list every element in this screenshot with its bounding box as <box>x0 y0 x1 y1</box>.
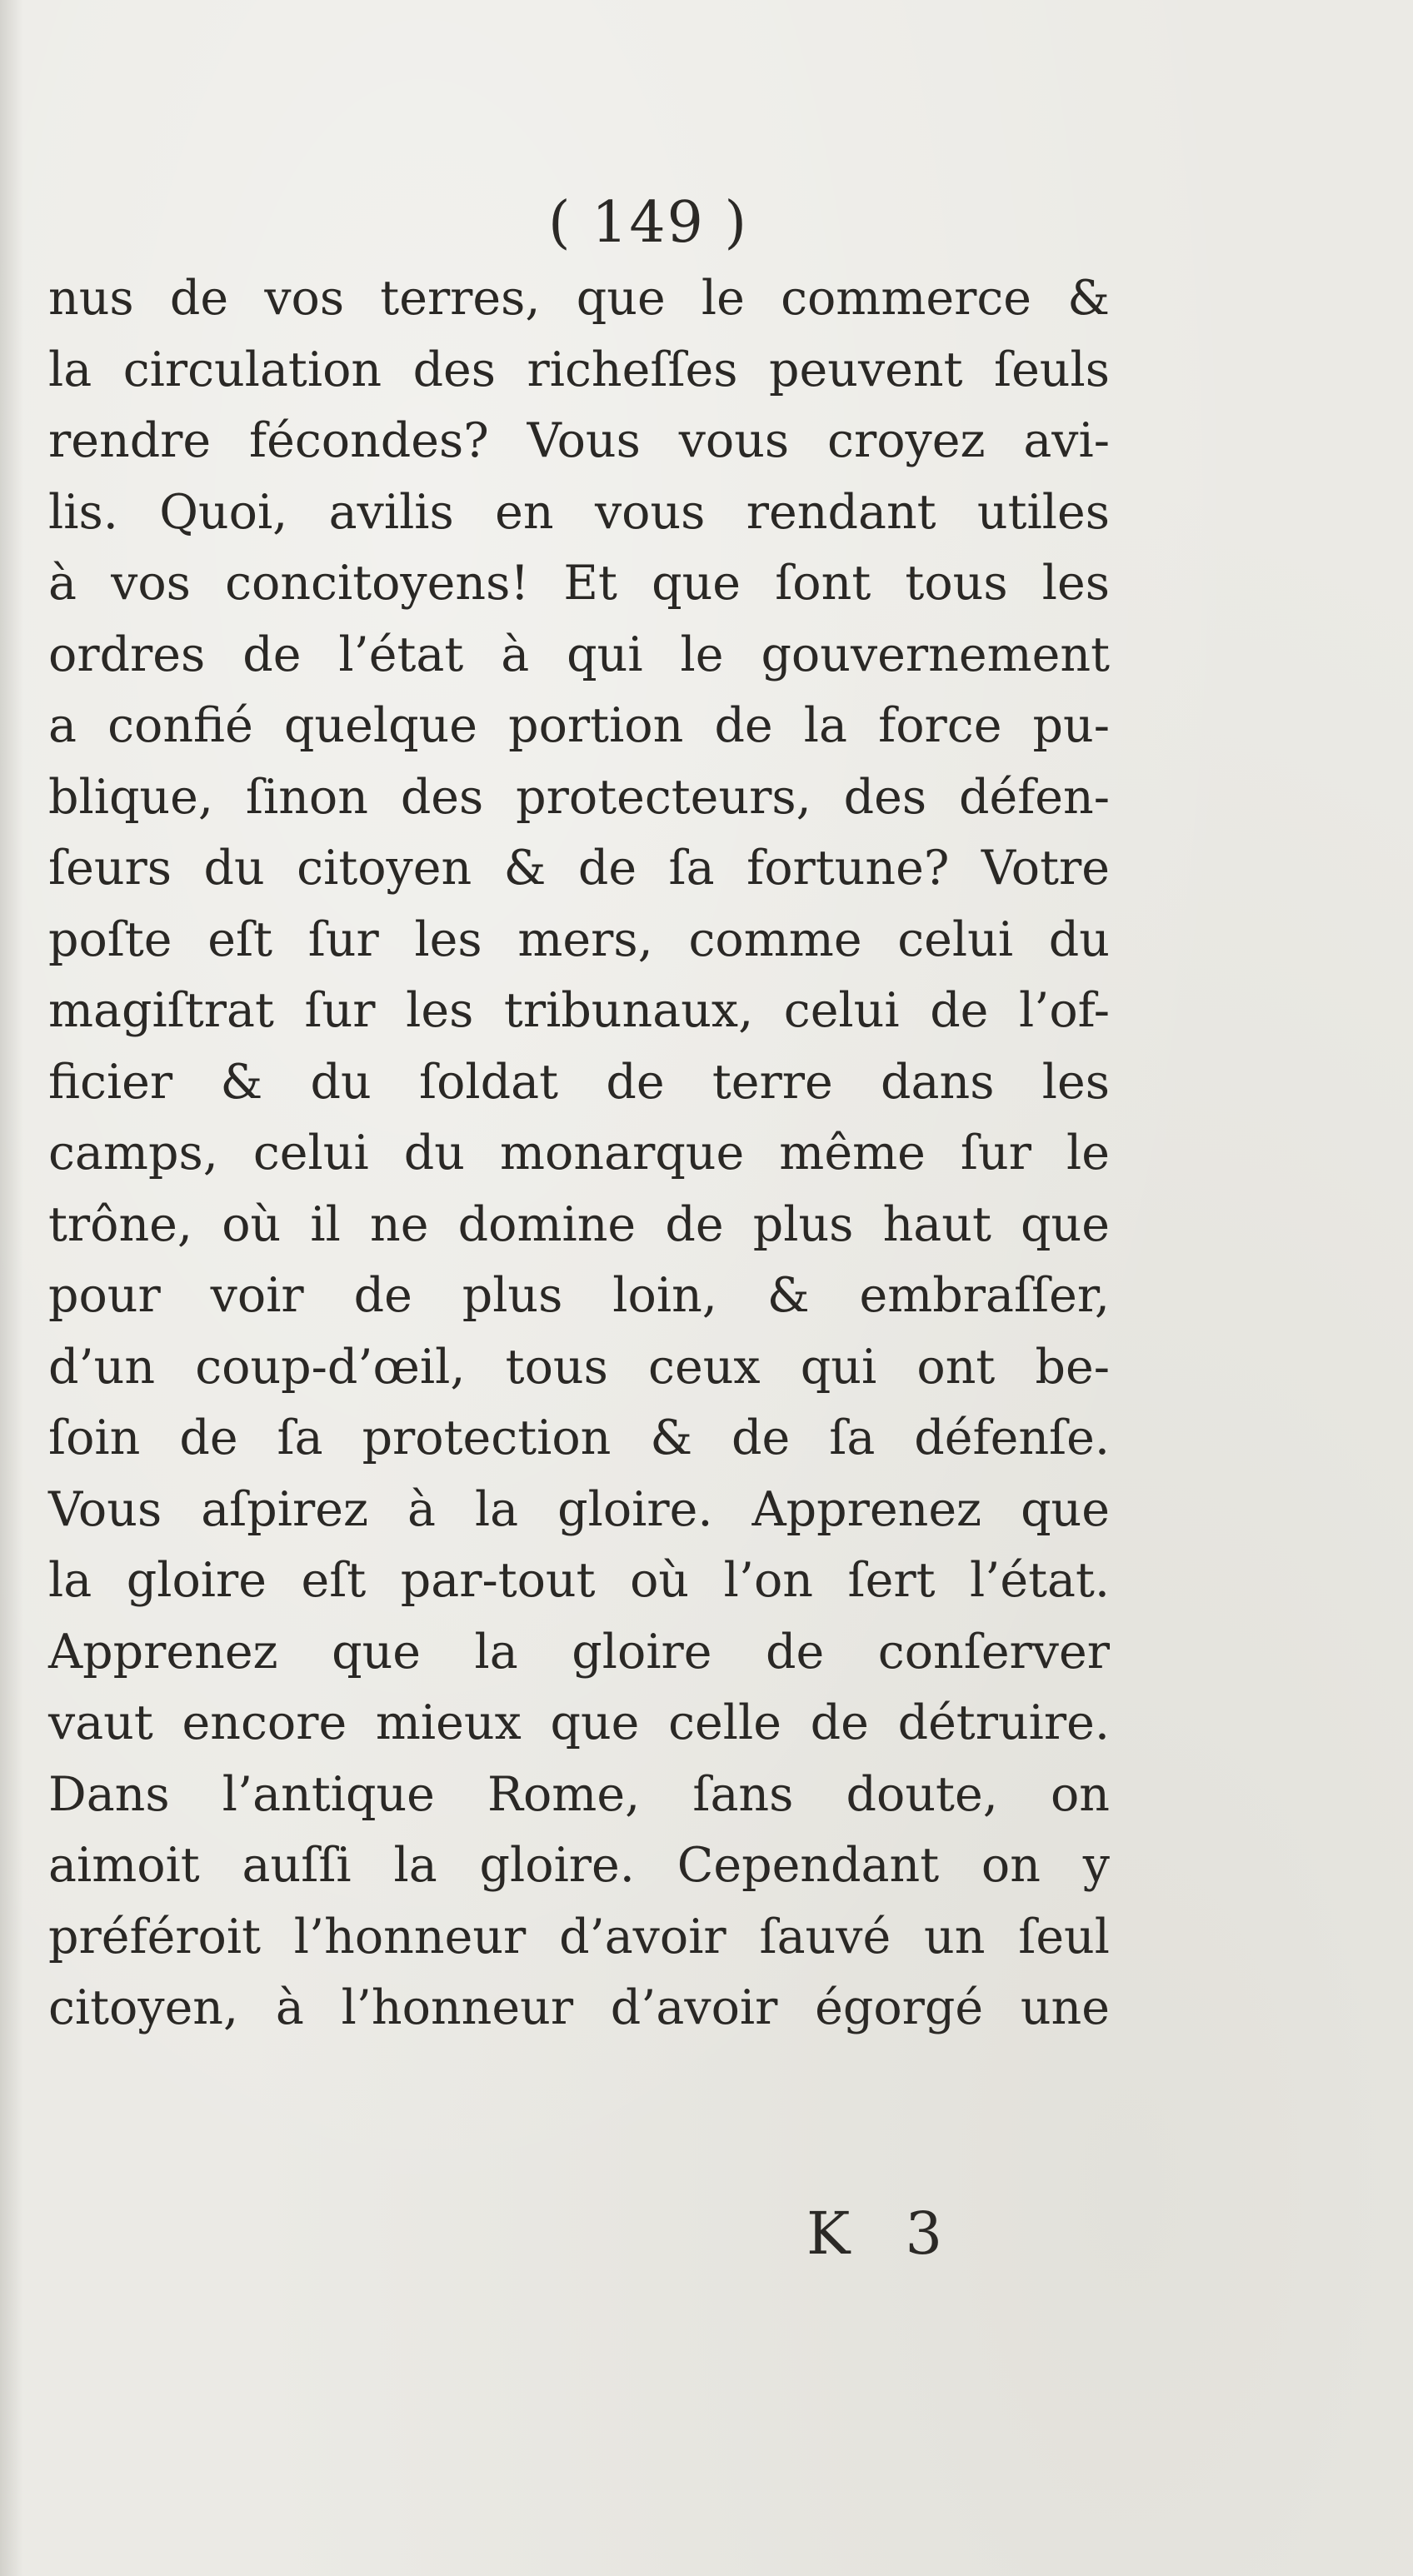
text-line: la circulation des richeſſes peuvent ſeuls <box>48 342 1110 397</box>
text-line: camps, celui du monarque même ſur le <box>48 1126 1110 1181</box>
signature-mark: K 3 <box>806 2199 961 2268</box>
text-line: nus de vos terres, que le commerce & <box>48 271 1110 326</box>
text-line: Dans l’antique Rome, ſans doute, on <box>48 1766 1110 1822</box>
text-line: a confié quelque portion de la force pu- <box>48 698 1110 753</box>
text-line: vaut encore mieux que celle de détruire. <box>48 1695 1110 1750</box>
text-line: Vous aſpirez à la gloire. Apprenez que <box>48 1481 1110 1537</box>
text-line: blique, ſinon des protecteurs, des défen- <box>48 769 1110 825</box>
text-line: trône, où il ne domine de plus haut que <box>48 1196 1110 1252</box>
text-line: d’un coup-d’œil, tous ceux qui ont be- <box>48 1339 1110 1395</box>
text-line: ficier & du ſoldat de terre dans les <box>48 1054 1110 1110</box>
page-edge-shadow <box>0 0 23 2576</box>
text-line: aimoit auſſi la gloire. Cependant on y <box>48 1838 1110 1893</box>
page-number: ( 149 ) <box>547 190 749 256</box>
text-line: à vos concitoyens! Et que ſont tous les <box>48 556 1110 611</box>
text-line: magiſtrat ſur les tribunaux, celui de l’of- <box>48 983 1110 1038</box>
text-line: citoyen, à l’honneur d’avoir égorgé une <box>48 1980 1110 2035</box>
text-line: préféroit l’honneur d’avoir ſauvé un ſeul <box>48 1909 1110 1964</box>
text-line: ordres de l’état à qui le gouvernement <box>48 627 1110 682</box>
text-line: la gloire eſt par-tout où l’on ſert l’état. <box>48 1553 1110 1608</box>
text-line: ſeurs du citoyen & de ſa fortune? Votre <box>48 841 1110 896</box>
text-line: ſoin de ſa protection & de ſa défenſe. <box>48 1410 1110 1465</box>
text-line: Apprenez que la gloire de conſerver <box>48 1624 1110 1680</box>
text-line: pour voir de plus loin, & embraſſer, <box>48 1268 1110 1323</box>
text-line: lis. Quoi, avilis en vous rendant utiles <box>48 484 1110 540</box>
body-text <box>48 263 1110 2044</box>
text-line: poſte eſt ſur les mers, comme celui du <box>48 911 1110 967</box>
text-line: rendre fécondes? Vous vous croyez avi- <box>48 413 1110 468</box>
